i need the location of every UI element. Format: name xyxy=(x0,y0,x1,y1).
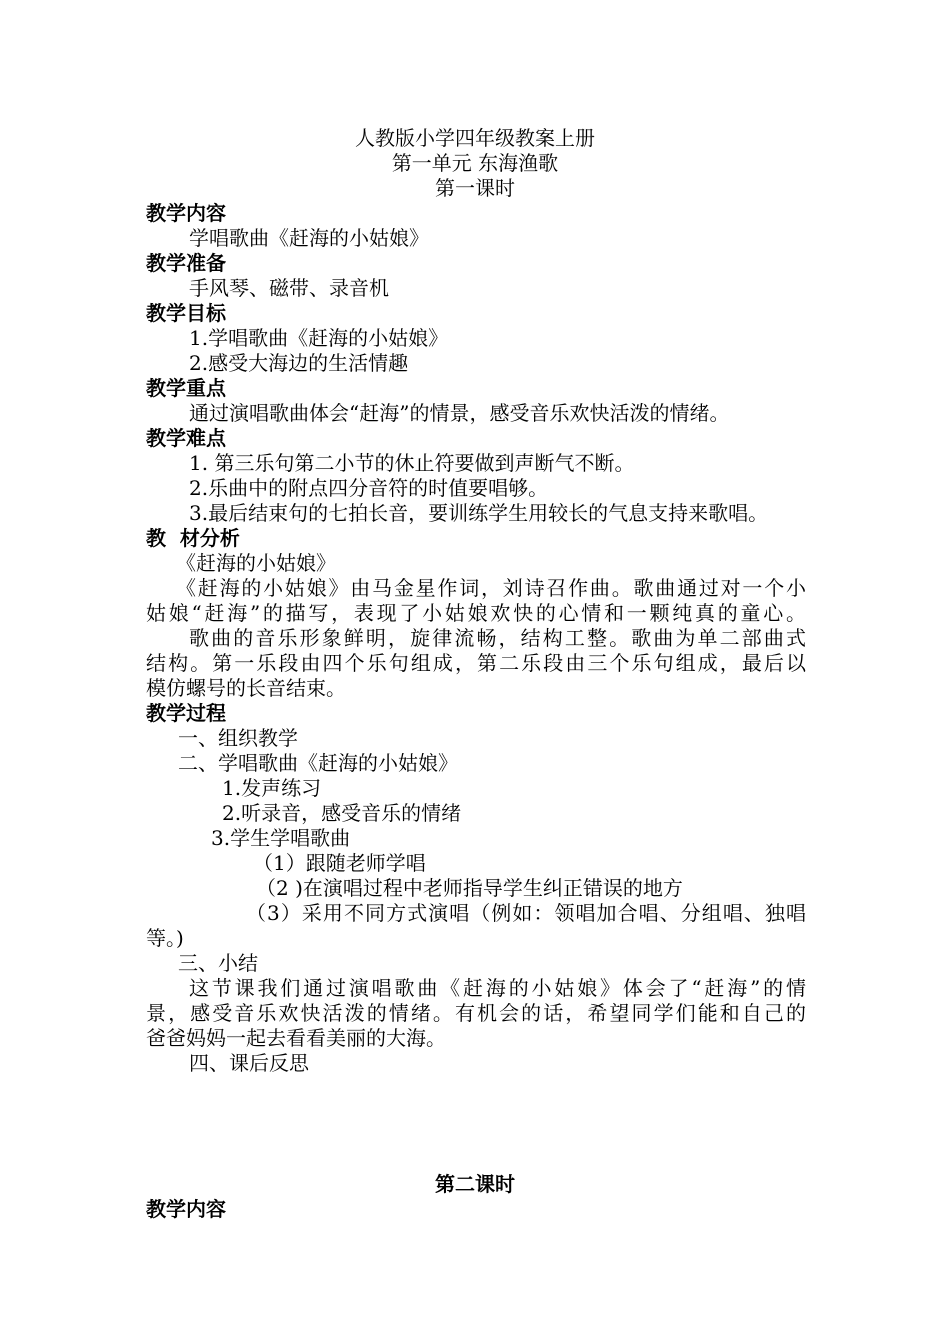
analysis-paragraph-line: 《赶海的小姑娘》由马金星作词，刘诗召作曲。歌曲通过对一个小 xyxy=(176,576,806,600)
heading-process: 教学过程 xyxy=(146,701,226,725)
heading-preparation: 教学准备 xyxy=(146,251,226,275)
analysis-paragraph-line: 歌曲的音乐形象鲜明，旋律流畅，结构工整。歌曲为单二部曲式 xyxy=(189,626,806,650)
process-substep: 3.学生学唱歌曲 xyxy=(211,826,351,850)
process-step: 四、课后反思 xyxy=(189,1051,309,1075)
process-substep: 2.听录音，感受音乐的情绪 xyxy=(222,801,462,825)
heading-goals: 教学目标 xyxy=(146,301,226,325)
heading-content: 教学内容 xyxy=(146,201,226,225)
process-detail: 等。) xyxy=(146,926,184,950)
process-substep: 1.发声练习 xyxy=(222,776,322,800)
summary-line: 景，感受音乐欢快活泼的情绪。有机会的话，希望同学们能和自己的 xyxy=(146,1001,806,1025)
unit-title: 第一单元 东海渔歌 xyxy=(391,151,559,175)
summary-line: 这节课我们通过演唱歌曲《赶海的小姑娘》体会了“赶海”的情 xyxy=(189,976,806,1000)
difficulty-item: 3.最后结束句的七拍长音，要训练学生用较长的气息支持来歌唱。 xyxy=(189,501,769,525)
analysis-paragraph-line: 结构。第一乐段由四个乐句组成，第二乐段由三个乐句组成，最后以 xyxy=(146,651,806,675)
difficulty-item: 2.乐曲中的附点四分音符的时值要唱够。 xyxy=(189,476,549,500)
key-points-text: 通过演唱歌曲体会“赶海”的情景，感受音乐欢快活泼的情绪。 xyxy=(189,401,730,425)
process-step: 二、学唱歌曲《赶海的小姑娘》 xyxy=(178,751,458,775)
analysis-paragraph-line: 模仿螺号的长音结束。 xyxy=(146,676,346,700)
heading-key-points: 教学重点 xyxy=(146,376,226,400)
process-step: 一、组织教学 xyxy=(178,726,298,750)
preparation-text: 手风琴、磁带、录音机 xyxy=(189,276,389,300)
lesson-two-title: 第二课时 xyxy=(435,1172,515,1196)
heading-difficulties: 教学难点 xyxy=(146,426,226,450)
doc-title: 人教版小学四年级教案上册 xyxy=(355,126,595,150)
process-step: 三、小结 xyxy=(178,951,258,975)
summary-line: 爸爸妈妈一起去看看美丽的大海。 xyxy=(146,1026,446,1050)
analysis-paragraph-line: 姑娘“赶海”的描写，表现了小姑娘欢快的心情和一颗纯真的童心。 xyxy=(146,601,806,625)
process-detail: （3）采用不同方式演唱（例如：领唱加合唱、分组唱、独唱 xyxy=(246,901,806,925)
analysis-title: 《赶海的小姑娘》 xyxy=(176,551,336,575)
heading-content-lesson-two: 教学内容 xyxy=(146,1197,226,1221)
heading-analysis: 教 材分析 xyxy=(146,526,240,550)
content-text: 学唱歌曲《赶海的小姑娘》 xyxy=(189,226,429,250)
difficulty-item: 1. 第三乐句第二小节的休止符要做到声断气不断。 xyxy=(189,451,635,475)
goal-item: 2.感受大海边的生活情趣 xyxy=(189,351,409,375)
process-detail: （2 )在演唱过程中老师指导学生纠正错误的地方 xyxy=(256,876,683,900)
goal-item: 1.学唱歌曲《赶海的小姑娘》 xyxy=(189,326,449,350)
process-detail: （1）跟随老师学唱 xyxy=(253,851,426,875)
lesson-title: 第一课时 xyxy=(435,176,515,200)
